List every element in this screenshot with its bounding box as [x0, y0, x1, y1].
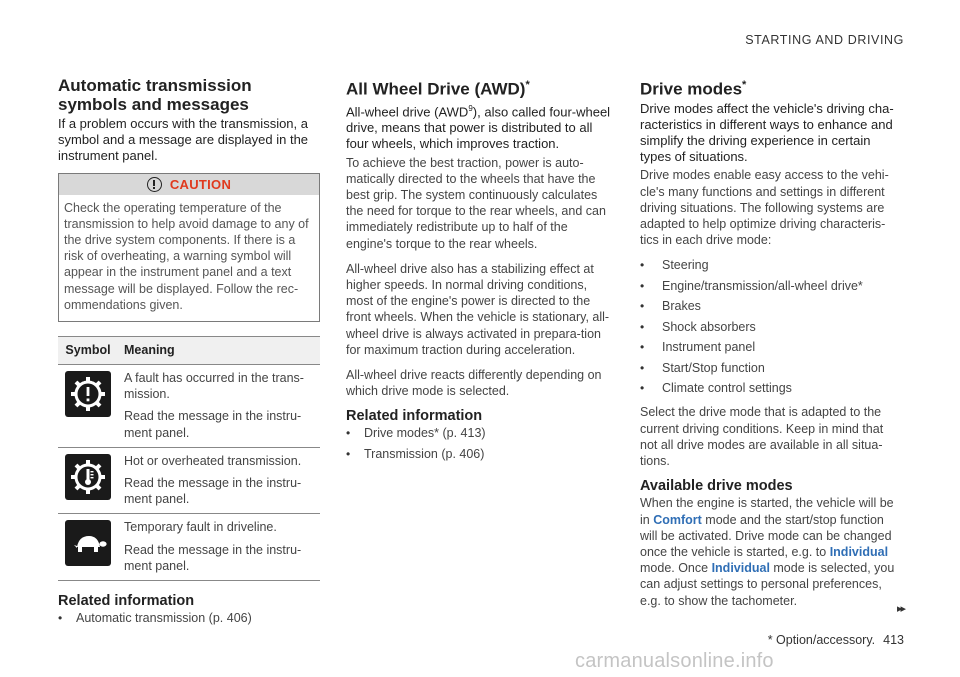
turtle-icon	[65, 520, 111, 566]
list-item: • Brakes	[640, 298, 904, 314]
related-link[interactable]: • Automatic transmission (p. 406)	[58, 610, 320, 626]
text-part: mode is selected, you can adjust settings to personal preferences, e.g. to show the tachometer.	[640, 561, 895, 608]
related-list	[346, 425, 614, 462]
option-marker: *	[525, 79, 530, 91]
table-row	[58, 514, 320, 581]
continue-arrows-icon: ▸▸	[897, 603, 905, 615]
section-title: Automatic transmission symbols and messages	[58, 76, 252, 114]
lead-text: Drive modes affect the vehicle's driving cha-racteristics in different ways to enhance and simplify the driving experience in certain types of situations.	[640, 100, 894, 165]
body-paragraph: Drive modes enable easy access to the vehi-cle's many functions and settings in different driving situations. The following systems are adapted to help optimize driving characteris-tics in each drive mode:	[640, 168, 889, 248]
caution-box	[58, 173, 320, 322]
lead-part: All-wheel drive (AWD	[346, 103, 469, 119]
symbols-table	[58, 336, 320, 581]
related-list	[58, 610, 320, 626]
mode-name-individual: Individual	[829, 544, 889, 559]
caution-header	[59, 174, 319, 195]
drive-modes-title: Drive modes	[640, 79, 743, 99]
text-part: mode and the start/stop function will be activated. Drive mode can be changed once the vehicle is started, e.g. to	[640, 512, 892, 559]
action-text: Read the message in the instru-ment panel.	[124, 542, 302, 573]
body-paragraph: All-wheel drive also has a stabilizing effect at higher speeds. In normal driving conditions, most of the engine's power is directed to the front wheels. When the vehicle is stationary, all-wheel drive is always activated in prepara-tion for maximum traction during acceleration.	[346, 261, 610, 357]
section-title	[640, 76, 904, 99]
footnote-marker: 9	[468, 103, 473, 113]
intro-text: If a problem occurs with the transmission, a symbol and a message are displayed in the instrument panel.	[58, 116, 309, 164]
footnote-text: * Option/accessory.	[767, 633, 876, 647]
meaning-text: Temporary fault in driveline.	[124, 520, 277, 535]
table-header-symbol: Symbol	[58, 337, 118, 365]
page-number: 413	[883, 633, 904, 647]
list-item: • Steering	[640, 257, 904, 273]
related-info-title: Related information	[346, 408, 483, 425]
list-item: • Shock absorbers	[640, 319, 904, 335]
list-item: • Climate control settings	[640, 380, 904, 396]
action-text: Read the message in the instru-ment panel.	[124, 476, 302, 507]
mode-name-comfort: Comfort	[653, 512, 702, 527]
meaning-text: A fault has occurred in the trans-mission.	[124, 371, 304, 402]
text-part: mode. Once	[640, 561, 712, 576]
related-link[interactable]: • Transmission (p. 406)	[346, 446, 614, 462]
column-transmission-symbols	[58, 76, 320, 634]
table-row	[58, 365, 320, 448]
text-part: When the engine is started, the vehicle will be in	[640, 496, 894, 527]
awd-title: All Wheel Drive (AWD)	[346, 79, 526, 99]
caution-icon	[147, 177, 162, 192]
section-title	[346, 76, 614, 99]
body-paragraph: Select the drive mode that is adapted to the current driving conditions. Keep in mind that not all drive modes are available in all situa-tions.	[640, 405, 884, 469]
list-item: • Start/Stop function	[640, 360, 904, 376]
table-header-row	[58, 337, 320, 365]
list-item: • Instrument panel	[640, 339, 904, 355]
column-awd	[346, 76, 614, 470]
page-footer	[768, 633, 904, 647]
column-drive-modes	[640, 76, 904, 618]
related-link[interactable]: • Drive modes* (p. 413)	[346, 425, 614, 441]
gear-thermometer-icon	[65, 454, 111, 500]
mode-name-individual: Individual	[711, 561, 770, 576]
gear-exclamation-icon	[65, 371, 111, 417]
watermark: carmanualsonline.info	[575, 650, 774, 672]
table-row	[58, 447, 320, 514]
body-paragraph: All-wheel drive reacts differently depending on which drive mode is selected.	[346, 368, 602, 399]
lead-part: ), also called four-wheel drive, means that power is distributed to all four wheels, which improves traction.	[346, 103, 611, 152]
available-drive-modes-title: Available drive modes	[640, 478, 793, 495]
table-header-meaning: Meaning	[118, 337, 320, 365]
meaning-text: Hot or overheated transmission.	[124, 453, 302, 468]
related-info-title: Related information	[58, 593, 195, 610]
list-item: • Engine/transmission/all-wheel drive*	[640, 278, 904, 294]
section-header: STARTING AND DRIVING	[745, 33, 904, 47]
caution-label: CAUTION	[169, 176, 232, 192]
option-marker: *	[742, 79, 747, 91]
lead-text	[346, 101, 614, 153]
body-paragraph: To achieve the best traction, power is auto-matically directed to the wheels that have the best grip. The system continuously calculates the need for torque to the rear wheels, and can immediately redistribute up to half of the engine's torque to the rear wheels.	[346, 155, 606, 251]
action-text: Read the message in the instru-ment panel.	[124, 409, 302, 440]
body-paragraph	[640, 495, 904, 608]
caution-text: Check the operating temperature of the transmission to help avoid damage to any of the drive system components. If there is a risk of overheating, a warning symbol will appear in the instrument panel and a text message will be displayed. Follow the rec-ommendations given.	[64, 200, 309, 312]
systems-list	[640, 257, 904, 396]
